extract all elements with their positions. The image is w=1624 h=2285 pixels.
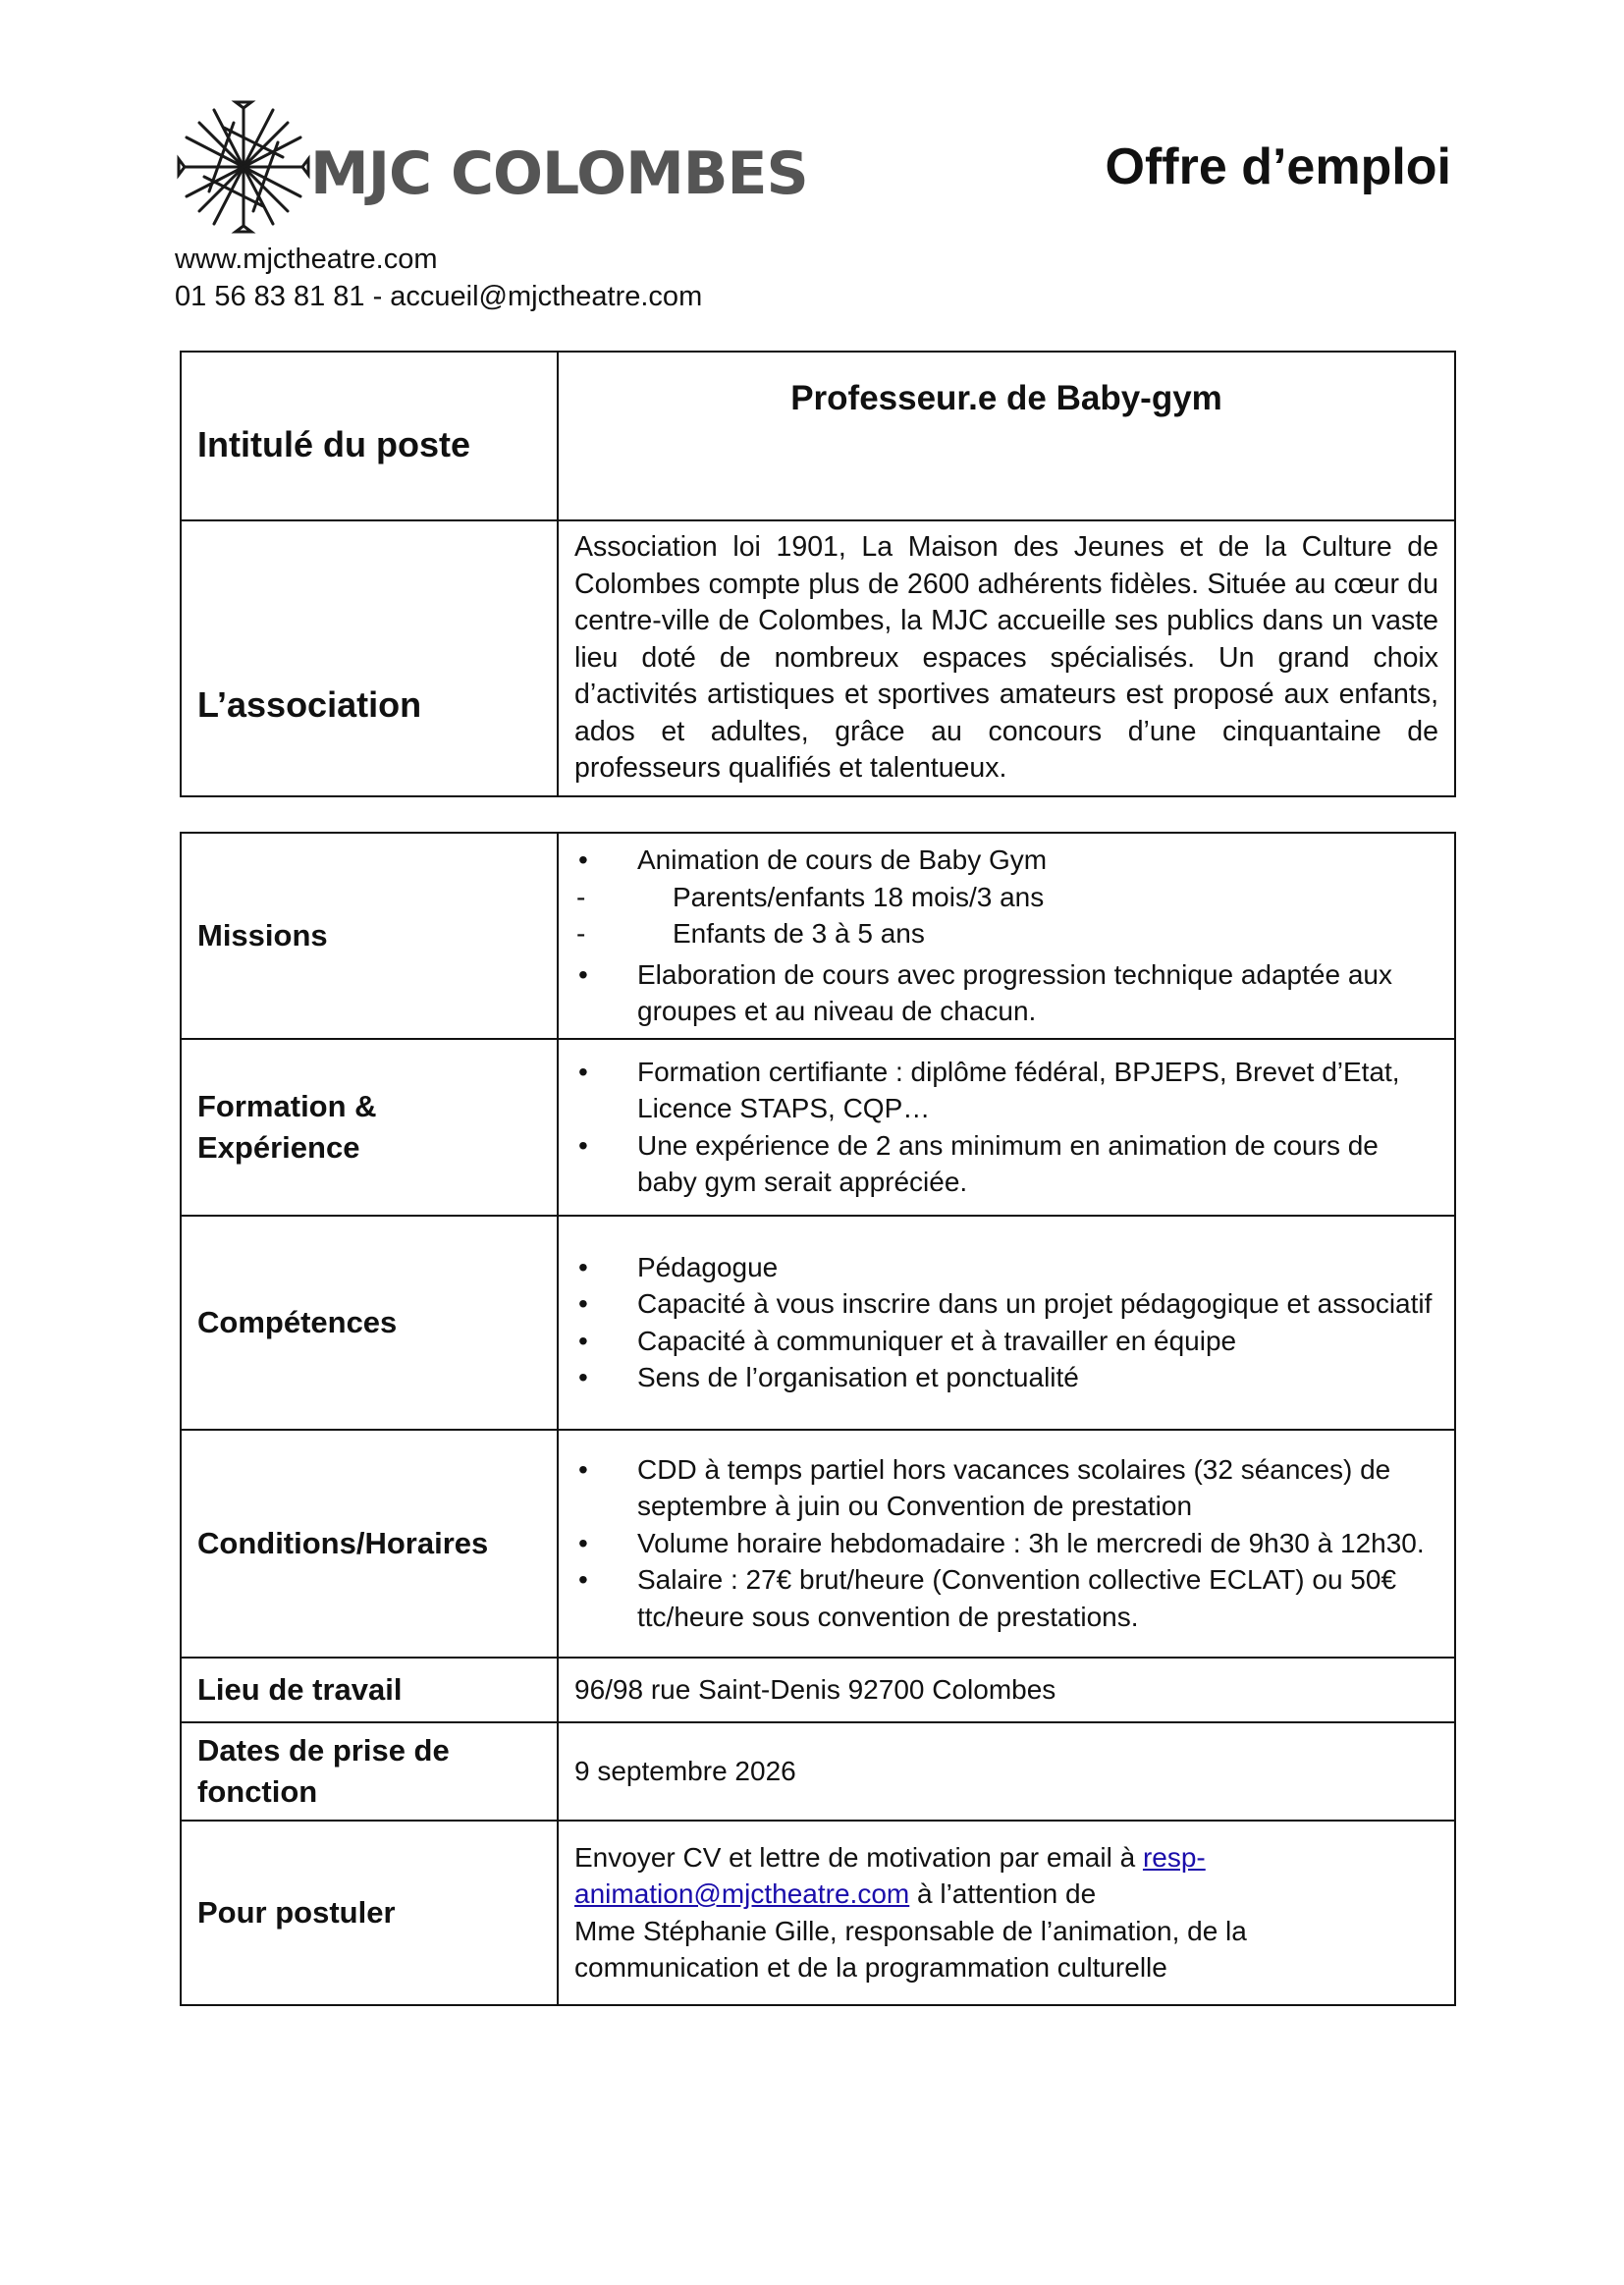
list-item: • Elaboration de cours avec progression technique adaptée aux groupes et au niveau de chacun. [574, 956, 1438, 1030]
postuler-contact: Mme Stéphanie Gille, responsable de l’animation, de la communication et de la programmation culturelle [574, 1915, 1247, 1983]
association-text: Association loi 1901, La Maison des Jeunes et de la Culture de Colombes compte plus de 2600 adhérents fidèles. Située au cœur du centre-ville de Colombes, la MJC accueille ses publics dans un vaste lieu doté de nombreux espaces spécialisés. Un grand choix d’activités artistiques et sportives amateurs est proposé aux enfants, ados et adultes, grâce au concours d’une cinquantaine de professeurs qualifiés et talentueux. [558, 520, 1455, 796]
list-item: • Pédagogue [574, 1249, 1438, 1286]
competences-label: Compétences [181, 1216, 558, 1430]
logo [175, 98, 808, 245]
lieu-row [181, 1658, 1455, 1722]
lieu-label: Lieu de travail [181, 1658, 558, 1722]
postuler-row [181, 1821, 1455, 2005]
competences-row [181, 1216, 1455, 1430]
list-item: • Animation de cours de Baby Gym - Parents/enfants 18 mois/3 ans - Enfants de 3 à 5 ans [574, 842, 1438, 952]
document-title: Offre d’emploi [1105, 138, 1451, 195]
phone-email-text: 01 56 83 81 81 - accueil@mjctheatre.com [175, 281, 703, 312]
dates-row [181, 1722, 1455, 1821]
association-row [181, 520, 1455, 796]
missions-row [181, 833, 1455, 1039]
missions-sublist [637, 879, 1438, 952]
job-summary-table [180, 351, 1456, 797]
list-item: - Parents/enfants 18 mois/3 ans [574, 879, 1438, 916]
job-details-table [180, 832, 1456, 2006]
contact-block [175, 241, 702, 315]
dates-label: Dates de prise de fonction [181, 1722, 558, 1821]
missions-label: Missions [181, 833, 558, 1039]
list-item: • Sens de l’organisation et ponctualité [574, 1359, 1438, 1396]
job-title-row [181, 352, 1455, 520]
missions-list [574, 842, 1438, 1030]
competences-list [574, 1249, 1438, 1396]
association-label: L’association [181, 520, 558, 796]
job-title-label: Intitulé du poste [181, 352, 558, 520]
list-item: - Enfants de 3 à 5 ans [574, 915, 1438, 952]
list-item: • Une expérience de 2 ans minimum en animation de cours de baby gym serait appréciée. [574, 1127, 1438, 1201]
list-item: • Capacité à communiquer et à travailler en équipe [574, 1323, 1438, 1360]
formation-label: Formation & Expérience [181, 1039, 558, 1216]
list-item: • CDD à temps partiel hors vacances scolaires (32 séances) de septembre à juin ou Convention de prestation [574, 1451, 1438, 1525]
mjc-star-logo-icon [175, 98, 312, 236]
list-item: • Capacité à vous inscrire dans un projet pédagogique et associatif [574, 1285, 1438, 1323]
logo-text: MJC COLOMBES [310, 139, 808, 208]
website-text: www.mjctheatre.com [175, 244, 438, 275]
list-item: • Volume horaire hebdomadaire : 3h le mercredi de 9h30 à 12h30. [574, 1525, 1438, 1562]
header [175, 98, 1451, 324]
conditions-row [181, 1430, 1455, 1658]
email-link[interactable]: resp-animation@mjctheatre.com [574, 1841, 1206, 1909]
formation-list [574, 1054, 1438, 1201]
list-item: • Formation certifiante : diplôme fédéral, BPJEPS, Brevet d’Etat, Licence STAPS, CQP… [574, 1054, 1438, 1127]
conditions-list [574, 1451, 1438, 1636]
formation-row [181, 1039, 1455, 1216]
postuler-label: Pour postuler [181, 1821, 558, 2005]
lieu-value: 96/98 rue Saint-Denis 92700 Colombes [558, 1658, 1455, 1722]
job-title: Professeur.e de Baby-gym [790, 379, 1222, 417]
list-item: • Salaire : 27€ brut/heure (Convention collective ECLAT) ou 50€ ttc/heure sous convention de prestations. [574, 1561, 1438, 1635]
conditions-label: Conditions/Horaires [181, 1430, 558, 1658]
dates-value: 9 septembre 2026 [558, 1722, 1455, 1821]
postuler-text: Envoyer CV et lettre de motivation par email à resp-animation@mjctheatre.com à l’attention de [574, 1841, 1206, 1909]
